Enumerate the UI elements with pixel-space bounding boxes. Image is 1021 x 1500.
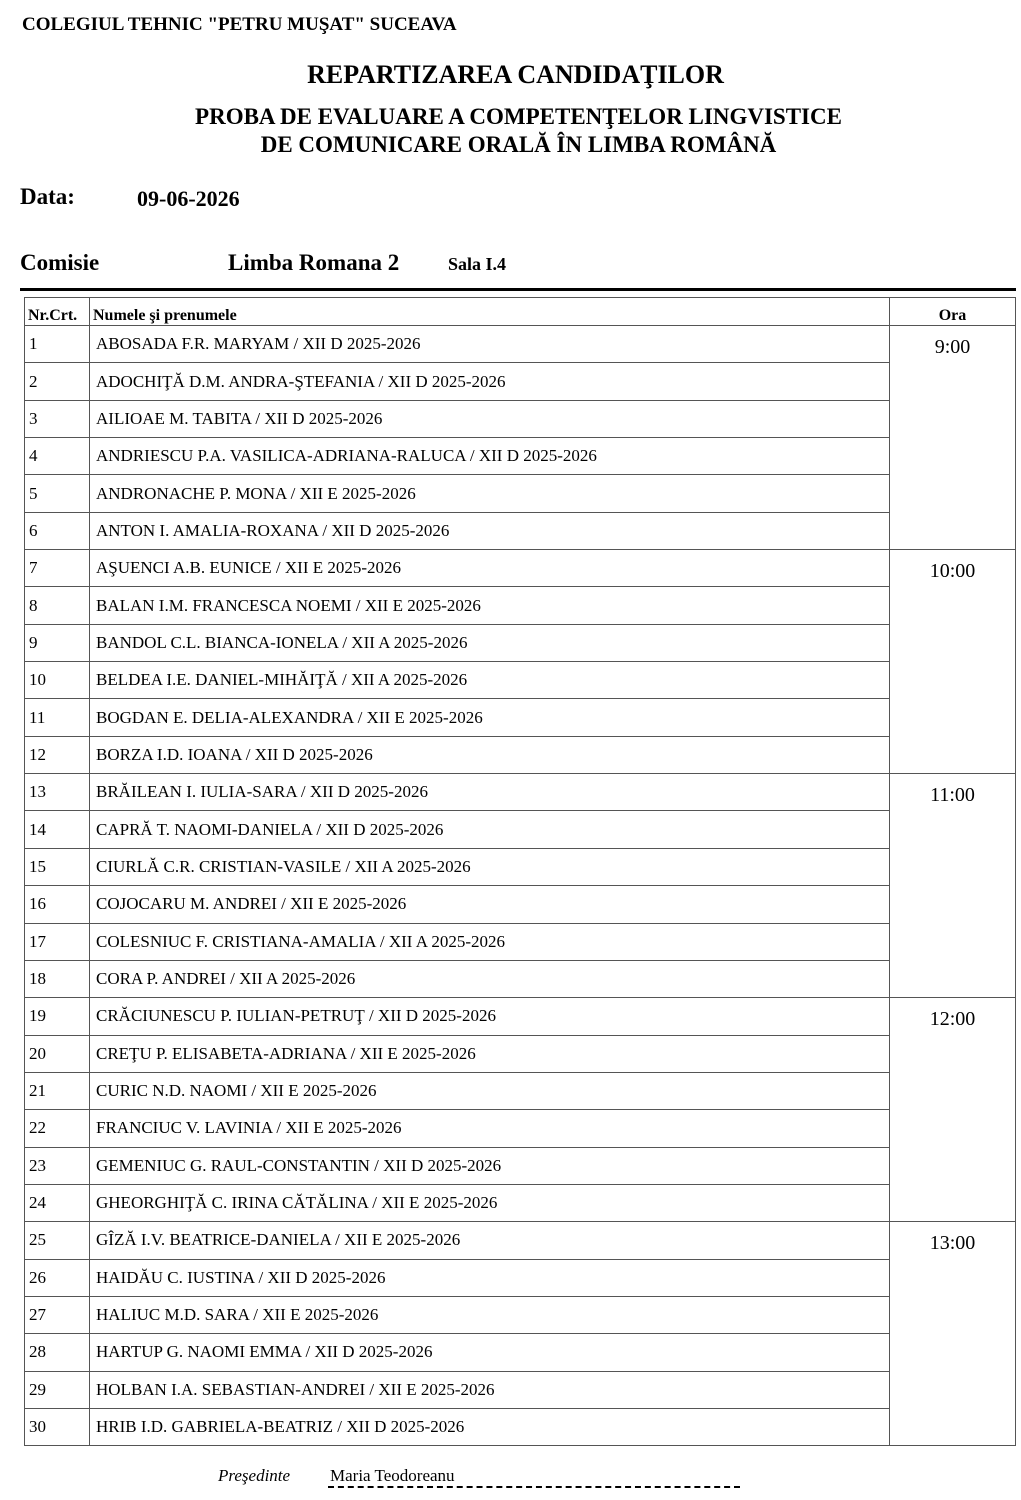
table-row [25,998,1016,1035]
row-number: 11 [25,699,90,736]
row-number: 21 [25,1072,90,1109]
table-row [25,1222,1016,1259]
table-row [25,811,1016,848]
row-number: 24 [25,1184,90,1221]
row-number: 26 [25,1259,90,1296]
table-row [25,512,1016,549]
column-header-nr: Nr.Crt. [25,298,90,326]
subtitle-line-1: PROBA DE EVALUARE A COMPETENŢELOR LINGVISTICE [195,104,842,129]
table-row [25,1259,1016,1296]
candidate-name: CIURLĂ C.R. CRISTIAN-VASILE / XII A 2025-2026 [90,848,890,885]
row-number: 20 [25,1035,90,1072]
row-number: 14 [25,811,90,848]
table-row [25,587,1016,624]
candidate-name: CRĂCIUNESCU P. IULIAN-PETRUŢ / XII D 2025-2026 [90,998,890,1035]
candidate-name: COLESNIUC F. CRISTIANA-AMALIA / XII A 2025-2026 [90,923,890,960]
candidate-name: AILIOAE M. TABITA / XII D 2025-2026 [90,400,890,437]
candidate-name: CAPRĂ T. NAOMI-DANIELA / XII D 2025-2026 [90,811,890,848]
document-subtitle [0,103,1021,159]
table-row [25,1334,1016,1371]
candidate-name: BORZA I.D. IOANA / XII D 2025-2026 [90,736,890,773]
candidate-name: GÎZĂ I.V. BEATRICE-DANIELA / XII E 2025-2026 [90,1222,890,1259]
table-row [25,1072,1016,1109]
table-row [25,1147,1016,1184]
date-value: 09-06-2026 [137,186,240,211]
president-label: Preşedinte [218,1466,291,1485]
time-slot: 12:00 [890,998,1016,1222]
candidate-name: COJOCARU M. ANDREI / XII E 2025-2026 [90,886,890,923]
candidate-name: CORA P. ANDREI / XII A 2025-2026 [90,960,890,997]
candidate-name: HRIB I.D. GABRIELA-BEATRIZ / XII D 2025-2026 [90,1408,890,1445]
candidate-name: ADOCHIŢĂ D.M. ANDRA-ŞTEFANIA / XII D 2025-2026 [90,363,890,400]
candidate-name: BRĂILEAN I. IULIA-SARA / XII D 2025-2026 [90,774,890,811]
table-row [25,1184,1016,1221]
row-number: 29 [25,1371,90,1408]
row-number: 8 [25,587,90,624]
row-number: 19 [25,998,90,1035]
table-header-row [25,298,1016,326]
table-row [25,326,1016,363]
table-row [25,699,1016,736]
row-number: 18 [25,960,90,997]
row-number: 6 [25,512,90,549]
table-row [25,848,1016,885]
commission-label: Comisie [20,250,100,275]
time-slot: 9:00 [890,326,1016,550]
candidates-table [24,297,1016,1446]
table-row [25,1296,1016,1333]
candidate-name: HOLBAN I.A. SEBASTIAN-ANDREI / XII E 2025-2026 [90,1371,890,1408]
room-label: Sala I.4 [448,254,507,274]
row-number: 16 [25,886,90,923]
row-number: 30 [25,1408,90,1445]
row-number: 10 [25,662,90,699]
row-number: 5 [25,475,90,512]
candidate-name: CREŢU P. ELISABETA-ADRIANA / XII E 2025-2026 [90,1035,890,1072]
subtitle-line-2: DE COMUNICARE ORALĂ ÎN LIMBA ROMÂNĂ [260,132,777,157]
header-divider [20,288,1016,291]
table-row [25,1035,1016,1072]
candidate-name: BALAN I.M. FRANCESCA NOEMI / XII E 2025-2026 [90,587,890,624]
signature-line [328,1486,740,1488]
row-number: 7 [25,550,90,587]
table-row [25,550,1016,587]
candidate-name: ABOSADA F.R. MARYAM / XII D 2025-2026 [90,326,890,363]
candidate-name: AŞUENCI A.B. EUNICE / XII E 2025-2026 [90,550,890,587]
table-body [25,326,1016,1446]
table-row [25,400,1016,437]
candidate-name: GHEORGHIŢĂ C. IRINA CĂTĂLINA / XII E 2025-2026 [90,1184,890,1221]
table-row [25,1110,1016,1147]
candidate-name: GEMENIUC G. RAUL-CONSTANTIN / XII D 2025-2026 [90,1147,890,1184]
document-title: REPARTIZAREA CANDIDAŢILOR [307,60,724,89]
candidate-name: FRANCIUC V. LAVINIA / XII E 2025-2026 [90,1110,890,1147]
candidate-name: BOGDAN E. DELIA-ALEXANDRA / XII E 2025-2026 [90,699,890,736]
candidate-name: ANDRIESCU P.A. VASILICA-ADRIANA-RALUCA / XII D 2025-2026 [90,438,890,475]
time-slot: 10:00 [890,550,1016,774]
school-name: COLEGIUL TEHNIC "PETRU MUŞAT" SUCEAVA [22,14,457,35]
table-row [25,1371,1016,1408]
table-row [25,923,1016,960]
table-row [25,662,1016,699]
candidate-name: BELDEA I.E. DANIEL-MIHĂIŢĂ / XII A 2025-2026 [90,662,890,699]
table-row [25,1408,1016,1445]
row-number: 28 [25,1334,90,1371]
candidate-name: HALIUC M.D. SARA / XII E 2025-2026 [90,1296,890,1333]
column-header-time: Ora [890,298,1016,326]
time-slot: 11:00 [890,774,1016,998]
candidate-name: BANDOL C.L. BIANCA-IONELA / XII A 2025-2026 [90,624,890,661]
row-number: 25 [25,1222,90,1259]
candidate-name: HAIDĂU C. IUSTINA / XII D 2025-2026 [90,1259,890,1296]
date-label: Data: [20,184,75,209]
table-row [25,363,1016,400]
table-row [25,774,1016,811]
commission-value: Limba Romana 2 [228,250,400,275]
row-number: 3 [25,400,90,437]
row-number: 22 [25,1110,90,1147]
row-number: 13 [25,774,90,811]
table-row [25,886,1016,923]
row-number: 9 [25,624,90,661]
row-number: 23 [25,1147,90,1184]
row-number: 12 [25,736,90,773]
row-number: 17 [25,923,90,960]
row-number: 15 [25,848,90,885]
table-row [25,475,1016,512]
candidate-name: HARTUP G. NAOMI EMMA / XII D 2025-2026 [90,1334,890,1371]
president-name: Maria Teodoreanu [330,1466,455,1485]
table-row [25,736,1016,773]
row-number: 2 [25,363,90,400]
column-header-name: Numele şi prenumele [90,298,890,326]
table-row [25,438,1016,475]
row-number: 1 [25,326,90,363]
candidate-name: ANTON I. AMALIA-ROXANA / XII D 2025-2026 [90,512,890,549]
table-row [25,960,1016,997]
candidate-name: CURIC N.D. NAOMI / XII E 2025-2026 [90,1072,890,1109]
table-row [25,624,1016,661]
time-slot: 13:00 [890,1222,1016,1446]
candidate-name: ANDRONACHE P. MONA / XII E 2025-2026 [90,475,890,512]
row-number: 4 [25,438,90,475]
row-number: 27 [25,1296,90,1333]
